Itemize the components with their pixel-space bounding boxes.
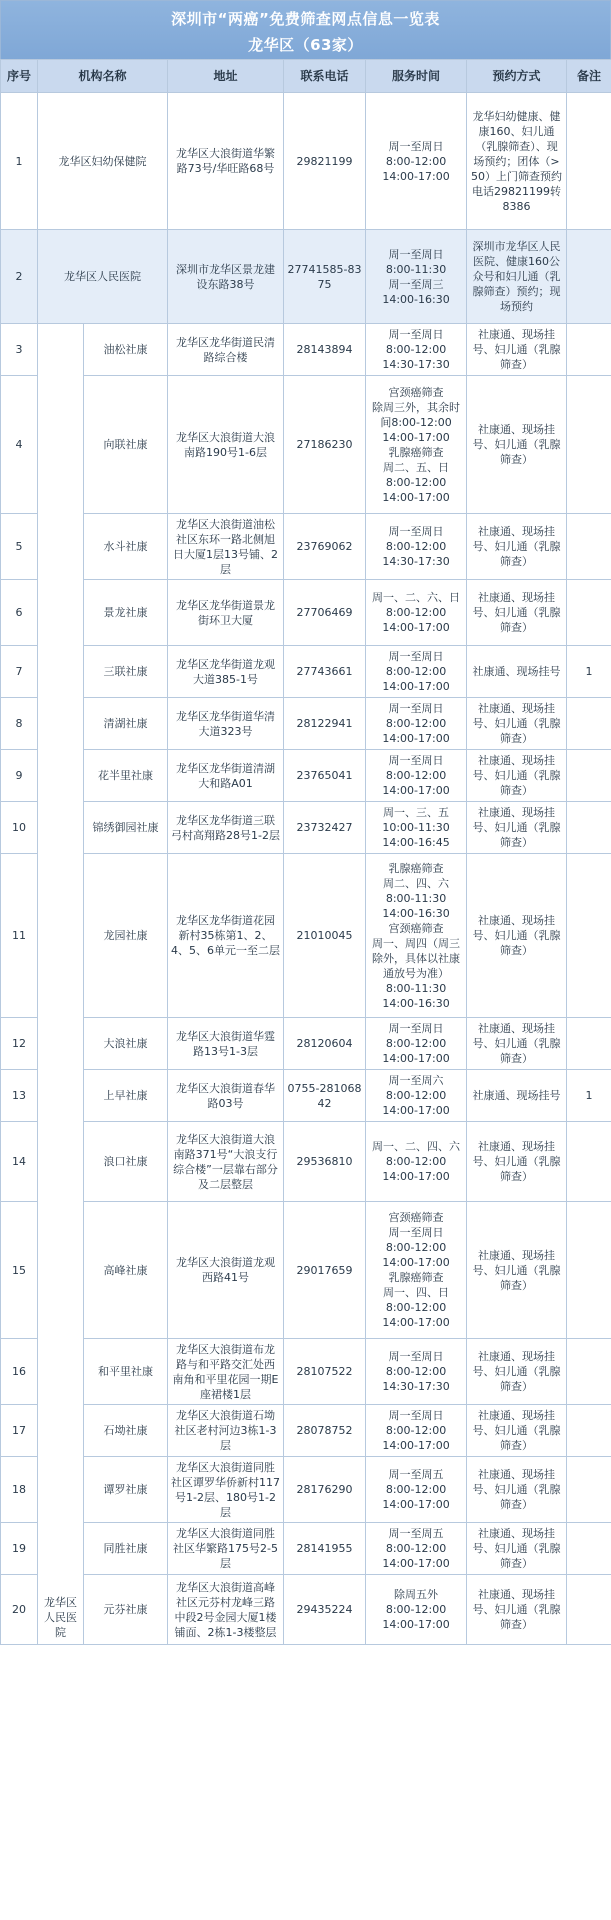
phone-cell: 28122941 xyxy=(284,698,366,750)
row-number: 9 xyxy=(1,750,38,802)
row-number: 2 xyxy=(1,230,38,324)
service-hours-cell: 周一、三、五 10:00-11:30 14:00-16:45 xyxy=(366,802,467,854)
booking-method-cell: 社康通、现场挂号、妇儿通（乳腺筛查） xyxy=(467,514,567,580)
remark-cell xyxy=(567,1018,611,1070)
row-number: 20 xyxy=(1,1575,38,1645)
address-cell: 龙华区大浪街道龙观西路41号 xyxy=(168,1202,284,1339)
row-number: 19 xyxy=(1,1523,38,1575)
booking-method-cell: 龙华妇幼健康、健康160、妇儿通（乳腺筛查）、现场预约；团体（>50）上门筛查预约电话29821199转8386 xyxy=(467,93,567,230)
phone-cell: 23769062 xyxy=(284,514,366,580)
address-cell: 龙华区大浪街道大浪南路371号“大浪支行综合楼”一层靠右部分及二层整层 xyxy=(168,1122,284,1202)
table-row xyxy=(1,376,611,514)
row-number: 4 xyxy=(1,376,38,514)
service-hours-cell: 周一至周五 8:00-12:00 14:00-17:00 xyxy=(366,1523,467,1575)
table-row xyxy=(1,324,611,376)
phone-cell: 28120604 xyxy=(284,1018,366,1070)
institution-name: 油松社康 xyxy=(84,324,168,376)
institution-name: 和平里社康 xyxy=(84,1339,168,1405)
booking-method-cell: 社康通、现场挂号、妇儿通（乳腺筛查） xyxy=(467,1405,567,1457)
remark-cell xyxy=(567,1523,611,1575)
booking-method-cell: 社康通、现场挂号 xyxy=(467,1070,567,1122)
booking-method-cell: 社康通、现场挂号、妇儿通（乳腺筛查） xyxy=(467,580,567,646)
institution-name: 高峰社康 xyxy=(84,1202,168,1339)
table-row xyxy=(1,854,611,1018)
phone-cell: 28176290 xyxy=(284,1457,366,1523)
remark-cell xyxy=(567,93,611,230)
remark-cell xyxy=(567,1339,611,1405)
institution-name: 锦绣御园社康 xyxy=(84,802,168,854)
table-row xyxy=(1,1457,611,1523)
booking-method-cell: 社康通、现场挂号、妇儿通（乳腺筛查） xyxy=(467,1202,567,1339)
institution-name: 三联社康 xyxy=(84,646,168,698)
service-hours-cell: 宫颈癌筛查 除周三外，其余时间8:00-12:00 14:00-17:00 乳腺癌筛查 周二、五、日 8:00-12:00 14:00-17:00 xyxy=(366,376,467,514)
booking-method-cell: 社康通、现场挂号、妇儿通（乳腺筛查） xyxy=(467,1018,567,1070)
institution-name: 浪口社康 xyxy=(84,1122,168,1202)
address-cell: 龙华区龙华街道景龙街环卫大厦 xyxy=(168,580,284,646)
phone-cell: 28141955 xyxy=(284,1523,366,1575)
address-cell: 龙华区龙华街道清湖大和路A01 xyxy=(168,750,284,802)
institution-name: 石坳社康 xyxy=(84,1405,168,1457)
address-cell: 龙华区大浪街道春华路03号 xyxy=(168,1070,284,1122)
service-hours-cell: 周一至周日 8:00-12:00 14:30-17:30 xyxy=(366,514,467,580)
address-cell: 龙华区大浪街道布龙路与和平路交汇处西南角和平里花园一期E座裙楼1层 xyxy=(168,1339,284,1405)
remark-cell xyxy=(567,230,611,324)
table-row xyxy=(1,514,611,580)
address-cell: 龙华区大浪街道油松社区东环一路北侧旭日大厦1层13号铺、2层 xyxy=(168,514,284,580)
table-row xyxy=(1,93,611,230)
remark-cell xyxy=(567,1122,611,1202)
institution-name: 水斗社康 xyxy=(84,514,168,580)
row-number: 5 xyxy=(1,514,38,580)
table-row xyxy=(1,580,611,646)
service-hours-cell: 周一至周日 8:00-11:30 周一至周三 14:00-16:30 xyxy=(366,230,467,324)
service-hours-cell: 除周五外 8:00-12:00 14:00-17:00 xyxy=(366,1575,467,1645)
header-phone: 联系电话 xyxy=(284,60,366,93)
table-row xyxy=(1,1575,611,1645)
table-row xyxy=(1,1523,611,1575)
institution-name: 同胜社康 xyxy=(84,1523,168,1575)
header-note: 备注 xyxy=(567,60,611,93)
phone-cell: 28107522 xyxy=(284,1339,366,1405)
institution-name: 景龙社康 xyxy=(84,580,168,646)
screening-sites-table xyxy=(0,59,611,1645)
header-no: 序号 xyxy=(1,60,38,93)
institution-name: 向联社康 xyxy=(84,376,168,514)
institution-name: 花半里社康 xyxy=(84,750,168,802)
table-row xyxy=(1,1070,611,1122)
booking-method-cell: 社康通、现场挂号、妇儿通（乳腺筛查） xyxy=(467,854,567,1018)
booking-method-cell: 社康通、现场挂号、妇儿通（乳腺筛查） xyxy=(467,1457,567,1523)
address-cell: 龙华区龙华街道龙观大道385-1号 xyxy=(168,646,284,698)
remark-cell xyxy=(567,376,611,514)
service-hours-cell: 周一至周五 8:00-12:00 14:00-17:00 xyxy=(366,1457,467,1523)
header-row xyxy=(1,60,611,93)
header-booking: 预约方式 xyxy=(467,60,567,93)
row-number: 13 xyxy=(1,1070,38,1122)
address-cell: 龙华区大浪街道华霆路13号1-3层 xyxy=(168,1018,284,1070)
phone-cell: 23765041 xyxy=(284,750,366,802)
service-hours-cell: 周一至周日 8:00-12:00 14:00-17:00 xyxy=(366,1405,467,1457)
address-cell: 龙华区龙华街道花园新村35栋第1、2、4、5、6单元一至二层 xyxy=(168,854,284,1018)
service-hours-cell: 周一至周日 8:00-12:00 14:00-17:00 xyxy=(366,646,467,698)
service-hours-cell: 周一至周日 8:00-12:00 14:30-17:30 xyxy=(366,324,467,376)
header-address: 地址 xyxy=(168,60,284,93)
table-row xyxy=(1,1202,611,1339)
remark-cell: 1 xyxy=(567,1070,611,1122)
phone-cell: 29536810 xyxy=(284,1122,366,1202)
parent-institution: 龙华区人民医院 xyxy=(38,324,84,1645)
remark-cell xyxy=(567,580,611,646)
phone-cell: 28078752 xyxy=(284,1405,366,1457)
service-hours-cell: 周一至周日 8:00-12:00 14:00-17:00 xyxy=(366,1018,467,1070)
row-number: 16 xyxy=(1,1339,38,1405)
header-hours: 服务时间 xyxy=(366,60,467,93)
phone-cell: 27186230 xyxy=(284,376,366,514)
institution-name: 龙华区妇幼保健院 xyxy=(38,93,168,230)
booking-method-cell: 社康通、现场挂号、妇儿通（乳腺筛查） xyxy=(467,1523,567,1575)
booking-method-cell: 社康通、现场挂号 xyxy=(467,646,567,698)
remark-cell xyxy=(567,1405,611,1457)
table-row xyxy=(1,750,611,802)
institution-name: 清湖社康 xyxy=(84,698,168,750)
table-row xyxy=(1,646,611,698)
booking-method-cell: 深圳市龙华区人民医院、健康160公众号和妇儿通（乳腺筛查）预约；现场预约 xyxy=(467,230,567,324)
service-hours-cell: 乳腺癌筛查 周二、四、六 8:00-11:30 14:00-16:30 宫颈癌筛查 周一、周四（周三除外，具体以社康通放号为准） 8:00-11:30 14:00-16:30 xyxy=(366,854,467,1018)
phone-cell: 21010045 xyxy=(284,854,366,1018)
address-cell: 龙华区大浪街道石坳社区老村河边3栋1-3层 xyxy=(168,1405,284,1457)
address-cell: 龙华区大浪街道高峰社区元芬村龙峰三路中段2号金园大厦1楼铺面、2栋1-3楼整层 xyxy=(168,1575,284,1645)
booking-method-cell: 社康通、现场挂号、妇儿通（乳腺筛查） xyxy=(467,324,567,376)
table-row xyxy=(1,1122,611,1202)
address-cell: 龙华区龙华街道民清路综合楼 xyxy=(168,324,284,376)
address-cell: 龙华区大浪街道华繁路73号/华旺路68号 xyxy=(168,93,284,230)
address-cell: 龙华区大浪街道大浪南路190号1-6层 xyxy=(168,376,284,514)
remark-cell xyxy=(567,802,611,854)
booking-method-cell: 社康通、现场挂号、妇儿通（乳腺筛查） xyxy=(467,1122,567,1202)
remark-cell xyxy=(567,1457,611,1523)
remark-cell xyxy=(567,324,611,376)
address-cell: 龙华区大浪街道同胜社区谭罗华侨新村117号1-2层、180号1-2层 xyxy=(168,1457,284,1523)
row-number: 17 xyxy=(1,1405,38,1457)
address-cell: 龙华区大浪街道同胜社区华繁路175号2-5层 xyxy=(168,1523,284,1575)
booking-method-cell: 社康通、现场挂号、妇儿通（乳腺筛查） xyxy=(467,1339,567,1405)
table-row xyxy=(1,230,611,324)
phone-cell: 0755-28106842 xyxy=(284,1070,366,1122)
remark-cell xyxy=(567,1575,611,1645)
table-row xyxy=(1,1339,611,1405)
phone-cell: 29017659 xyxy=(284,1202,366,1339)
service-hours-cell: 周一至周日 8:00-12:00 14:00-17:00 xyxy=(366,93,467,230)
phone-cell: 28143894 xyxy=(284,324,366,376)
phone-cell: 29821199 xyxy=(284,93,366,230)
table-row xyxy=(1,1405,611,1457)
table-subtitle: 龙华区（63家） xyxy=(248,36,363,54)
row-number: 8 xyxy=(1,698,38,750)
row-number: 6 xyxy=(1,580,38,646)
institution-name: 大浪社康 xyxy=(84,1018,168,1070)
address-cell: 龙华区龙华街道三联弓村高翔路28号1-2层 xyxy=(168,802,284,854)
row-number: 18 xyxy=(1,1457,38,1523)
booking-method-cell: 社康通、现场挂号、妇儿通（乳腺筛查） xyxy=(467,698,567,750)
service-hours-cell: 周一、二、四、六 8:00-12:00 14:00-17:00 xyxy=(366,1122,467,1202)
row-number: 3 xyxy=(1,324,38,376)
booking-method-cell: 社康通、现场挂号、妇儿通（乳腺筛查） xyxy=(467,802,567,854)
institution-name: 谭罗社康 xyxy=(84,1457,168,1523)
institution-name: 上早社康 xyxy=(84,1070,168,1122)
row-number: 11 xyxy=(1,854,38,1018)
table-title-block xyxy=(0,0,611,60)
table-row xyxy=(1,1018,611,1070)
phone-cell: 23732427 xyxy=(284,802,366,854)
row-number: 15 xyxy=(1,1202,38,1339)
address-cell: 龙华区龙华街道华清大道323号 xyxy=(168,698,284,750)
phone-cell: 27741585-8375 xyxy=(284,230,366,324)
phone-cell: 29435224 xyxy=(284,1575,366,1645)
booking-method-cell: 社康通、现场挂号、妇儿通（乳腺筛查） xyxy=(467,750,567,802)
service-hours-cell: 周一至周日 8:00-12:00 14:30-17:30 xyxy=(366,1339,467,1405)
service-hours-cell: 宫颈癌筛查 周一至周日 8:00-12:00 14:00-17:00 乳腺癌筛查 周一、四、日 8:00-12:00 14:00-17:00 xyxy=(366,1202,467,1339)
service-hours-cell: 周一、二、六、日 8:00-12:00 14:00-17:00 xyxy=(366,580,467,646)
row-number: 7 xyxy=(1,646,38,698)
row-number: 12 xyxy=(1,1018,38,1070)
remark-cell xyxy=(567,750,611,802)
service-hours-cell: 周一至周日 8:00-12:00 14:00-17:00 xyxy=(366,750,467,802)
service-hours-cell: 周一至周六 8:00-12:00 14:00-17:00 xyxy=(366,1070,467,1122)
header-name: 机构名称 xyxy=(38,60,168,93)
table-title: 深圳市“两癌”免费筛查网点信息一览表 xyxy=(171,10,440,28)
row-number: 14 xyxy=(1,1122,38,1202)
remark-cell xyxy=(567,854,611,1018)
remark-cell: 1 xyxy=(567,646,611,698)
remark-cell xyxy=(567,1202,611,1339)
booking-method-cell: 社康通、现场挂号、妇儿通（乳腺筛查） xyxy=(467,376,567,514)
row-number: 10 xyxy=(1,802,38,854)
booking-method-cell: 社康通、现场挂号、妇儿通（乳腺筛查） xyxy=(467,1575,567,1645)
service-hours-cell: 周一至周日 8:00-12:00 14:00-17:00 xyxy=(366,698,467,750)
institution-name: 元芬社康 xyxy=(84,1575,168,1645)
row-number: 1 xyxy=(1,93,38,230)
institution-name: 龙园社康 xyxy=(84,854,168,1018)
phone-cell: 27743661 xyxy=(284,646,366,698)
remark-cell xyxy=(567,698,611,750)
remark-cell xyxy=(567,514,611,580)
phone-cell: 27706469 xyxy=(284,580,366,646)
institution-name: 龙华区人民医院 xyxy=(38,230,168,324)
address-cell: 深圳市龙华区景龙建设东路38号 xyxy=(168,230,284,324)
table-row xyxy=(1,698,611,750)
table-row xyxy=(1,802,611,854)
